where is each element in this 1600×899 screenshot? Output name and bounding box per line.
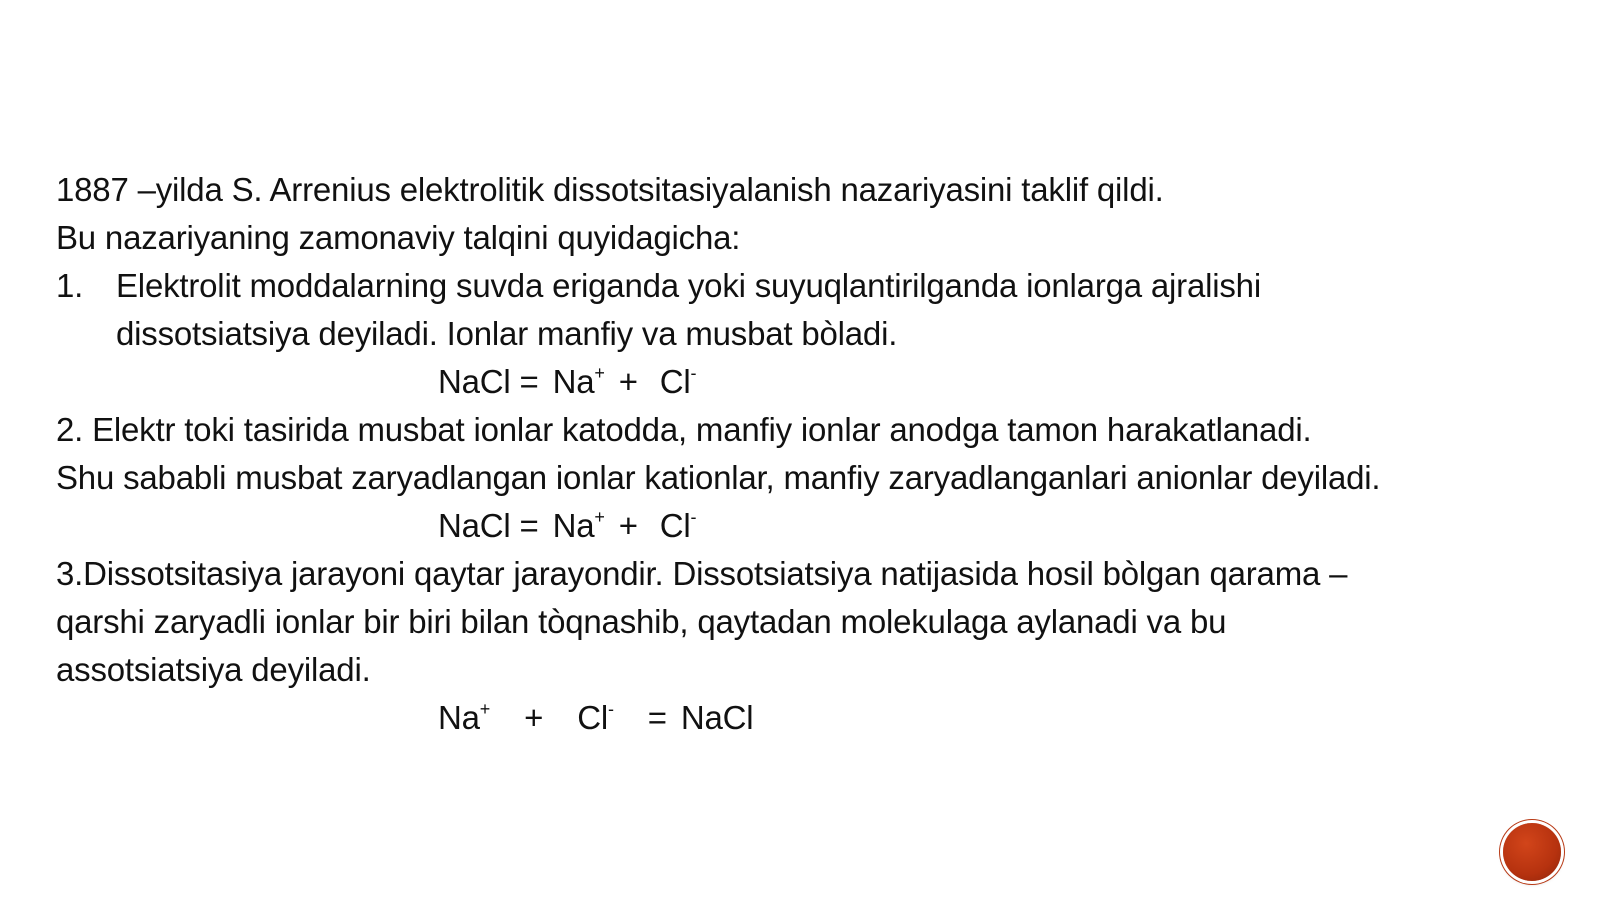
equation-2-plus: + [618, 507, 638, 544]
equation-2-cl: Cl- [659, 507, 697, 544]
equation-3-na-charge: + [479, 699, 491, 719]
equation-1-cl: Cl- [659, 363, 697, 400]
slide-nav-button[interactable] [1503, 823, 1561, 881]
equation-3 [56, 694, 1576, 742]
equation-3-na: Na+ [438, 699, 491, 736]
list-item-1-number: 1. [56, 267, 84, 304]
equation-3-equals: = [647, 699, 667, 736]
list-item-1-line-b: dissotsiatsiya deyiladi. Ionlar manfiy va musbat bòladi. [116, 315, 898, 352]
list-item-1-text [116, 262, 1261, 358]
list-item-1 [56, 262, 1576, 358]
equation-2-cl-charge: - [690, 507, 697, 527]
intro-line: 1887 –yilda S. Arrenius elektrolitik dissotsitasiyalanish nazariyasini taklif qildi. [56, 171, 1164, 208]
equation-2-lhs: NaCl = [438, 507, 539, 544]
subtitle-line: Bu nazariyaning zamonaviy talqini quyidagicha: [56, 219, 741, 256]
equation-1-plus: + [618, 363, 638, 400]
list-item-2-line: 2. Elektr toki tasirida musbat ionlar katodda, manfiy ionlar anodga tamon harakatlanadi. [56, 411, 1312, 448]
equation-1-cl-charge: - [690, 363, 697, 383]
equation-3-rhs: NaCl [680, 699, 754, 736]
equation-3-cl: Cl- [577, 699, 614, 736]
slide-body [56, 166, 1576, 742]
equation-1-na-charge: + [594, 363, 605, 383]
list-item-3-line-2: qarshi zaryadli ionlar bir biri bilan tòqnashib, qaytadan molekulaga aylanadi va bu [56, 603, 1227, 640]
equation-3-plus: + [524, 699, 544, 736]
equation-2 [56, 502, 1576, 550]
list-item-3-line-1: 3.Dissotsitasiya jarayoni qaytar jarayondir. Dissotsiatsiya natijasida hosil bòlgan qarama – [56, 555, 1348, 592]
equation-1-na: Na+ [552, 363, 605, 400]
list-item-3-line-3: assotsiatsiya deyiladi. [56, 651, 371, 688]
list-item-2-continuation: Shu sababli musbat zaryadlangan ionlar kationlar, manfiy zaryadlanganlari anionlar deyiladi. [56, 459, 1381, 496]
equation-3-cl-charge: - [607, 699, 614, 719]
list-item-1-line-a: Elektrolit moddalarning suvda eriganda yoki suyuqlantirilganda ionlarga ajralishi [116, 267, 1261, 304]
equation-1 [56, 358, 1576, 406]
equation-1-lhs: NaCl = [438, 363, 539, 400]
equation-2-na: Na+ [552, 507, 605, 544]
equation-2-na-charge: + [594, 507, 605, 527]
